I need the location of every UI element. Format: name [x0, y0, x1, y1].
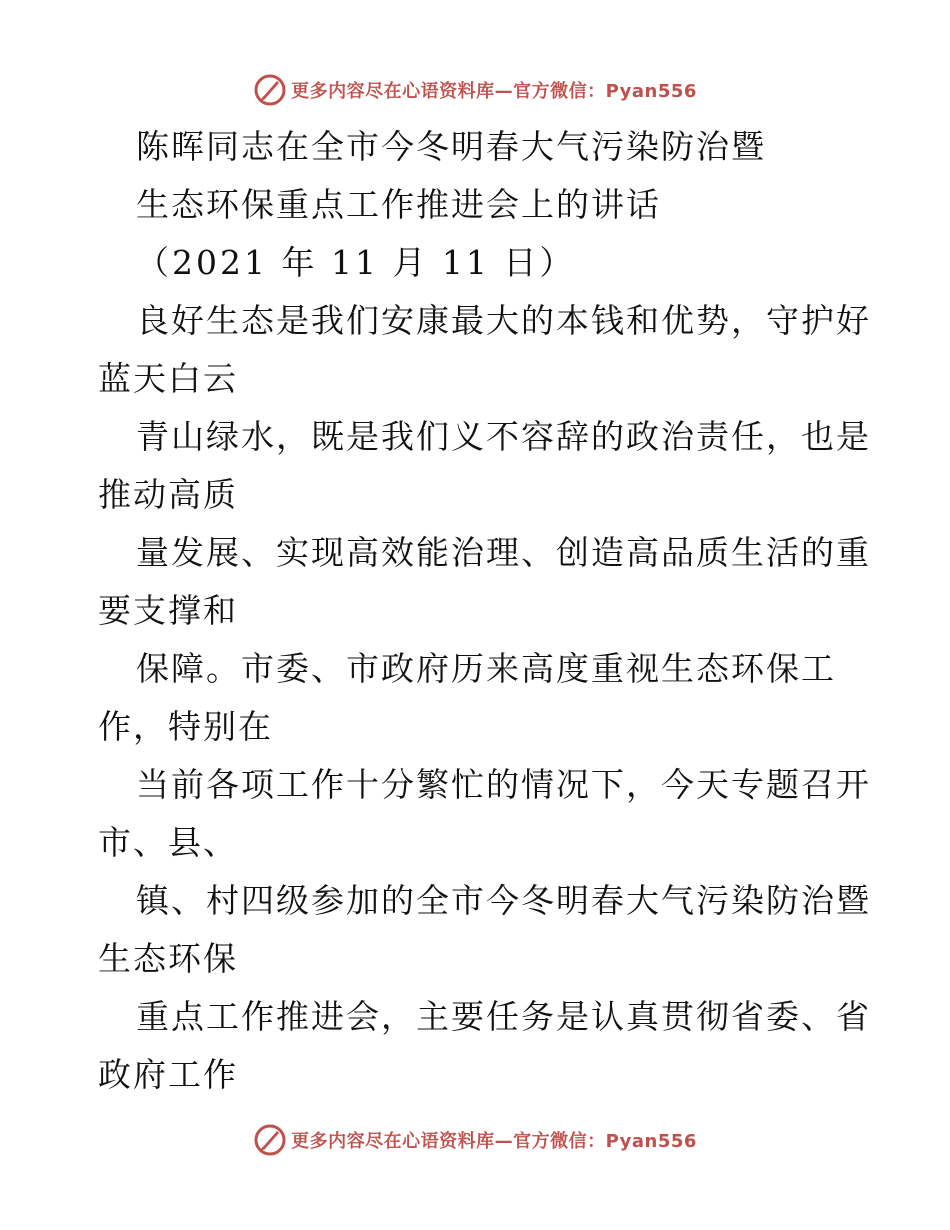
body-line: 重点工作推进会，主要任务是认真贯彻省委、省 [136, 997, 871, 1036]
body-line: 量发展、实现高效能治理、创造高品质生活的重 [136, 533, 871, 572]
header-watermark [0, 70, 950, 110]
body-line: 政府工作 [98, 1055, 238, 1094]
watermark-text: 更多内容尽在心语资料库—官方微信：Pyan556 [291, 81, 697, 102]
watermark-text: 更多内容尽在心语资料库—官方微信：Pyan556 [291, 1131, 697, 1152]
body-line: 要支撑和 [98, 591, 238, 630]
body-line: 青山绿水，既是我们义不容辞的政治责任，也是 [136, 417, 871, 456]
body-line: 推动高质 [98, 475, 238, 514]
body-line: 保障。市委、市政府历来高度重视生态环保工 [136, 649, 836, 688]
body-line: 当前各项工作十分繁忙的情况下，今天专题召开 [136, 765, 871, 804]
title-line-2: 生态环保重点工作推进会上的讲话 [136, 185, 661, 224]
body-line: 作，特别在 [98, 707, 273, 746]
title-line-1: 陈晖同志在全市今冬明春大气污染防治暨 [136, 127, 766, 166]
footer-watermark [0, 1120, 950, 1160]
body-line: 市、县、 [98, 823, 238, 862]
body-line: 镇、村四级参加的全市今冬明春大气污染防治暨 [136, 881, 871, 920]
speech-date: （2021 年 11 月 11 日） [136, 243, 576, 282]
quill-logo-icon [253, 73, 287, 107]
quill-logo-icon [253, 1123, 287, 1157]
body-line: 良好生态是我们安康最大的本钱和优势，守护好 [136, 301, 871, 340]
document-body [98, 118, 871, 1104]
body-line: 生态环保 [98, 939, 238, 978]
body-line: 蓝天白云 [98, 359, 238, 398]
